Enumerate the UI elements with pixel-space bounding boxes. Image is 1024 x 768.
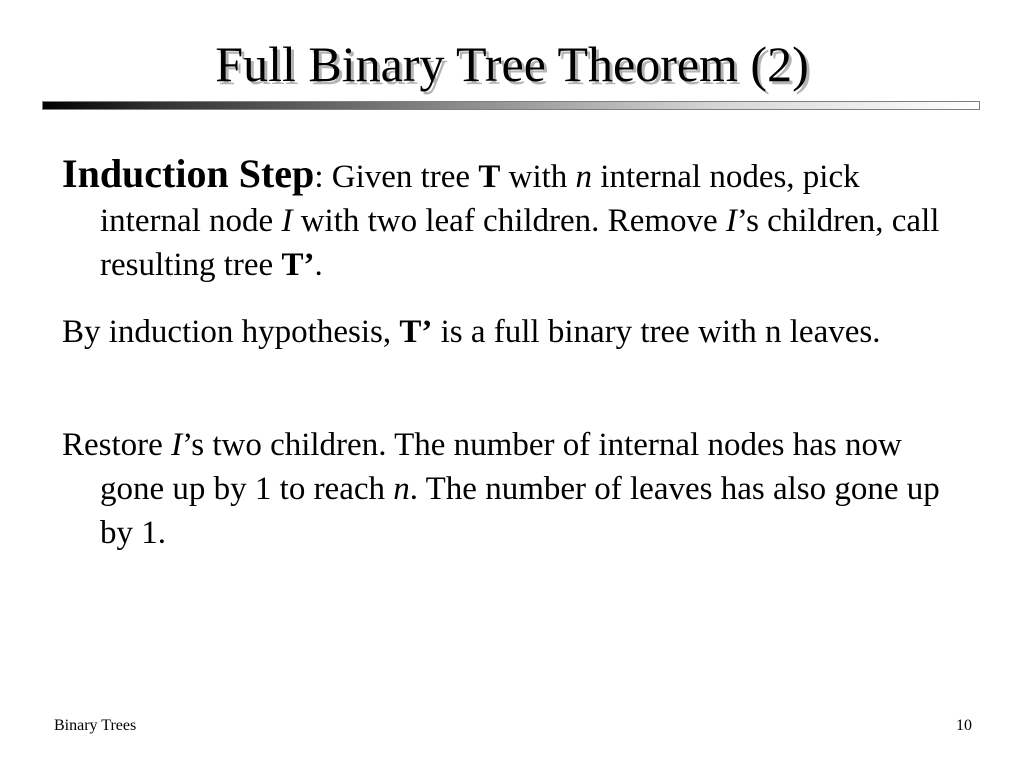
text-fragment: . The number of leaves has also gone up by 1.	[100, 471, 940, 551]
slide-number: 10	[956, 717, 972, 734]
paragraph-restore	[62, 423, 962, 555]
symbol-n: n	[393, 471, 410, 507]
text-fragment: is a full binary tree with n leaves.	[432, 314, 881, 350]
paragraph-induction-step	[62, 152, 962, 287]
symbol-n: n	[575, 159, 593, 195]
induction-step-heading: Induction Step	[62, 151, 315, 196]
text-fragment: Given tree	[323, 159, 479, 195]
slide-title: Full Binary Tree Theorem (2)	[215, 36, 809, 92]
symbol-node-I: I	[725, 203, 737, 239]
text-fragment: internal nodes, pick internal node	[100, 159, 860, 239]
footer-title: Binary Trees	[54, 717, 137, 734]
symbol-node-I: I	[281, 203, 293, 239]
text-fragment: with	[500, 159, 576, 195]
symbol-tree-T: T	[478, 159, 501, 195]
symbol-tree-T-prime: T’	[399, 314, 433, 350]
text-fragment: ’s children, call resulting tree	[100, 203, 940, 283]
paragraph-induction-hypothesis	[62, 310, 962, 354]
text-fragment: with two leaf children. Remove	[292, 203, 726, 239]
text-fragment: :	[314, 159, 324, 195]
text-fragment: .	[314, 247, 323, 283]
symbol-tree-T-prime: T’	[281, 247, 315, 283]
symbol-node-I: I	[171, 427, 183, 463]
text-fragment: ’s two children. The number of internal nodes has now gone up by 1 to reach	[100, 427, 902, 507]
text-fragment: By induction hypothesis,	[62, 314, 400, 350]
text-fragment: Restore	[62, 427, 172, 463]
title-underline-bar	[42, 101, 980, 110]
